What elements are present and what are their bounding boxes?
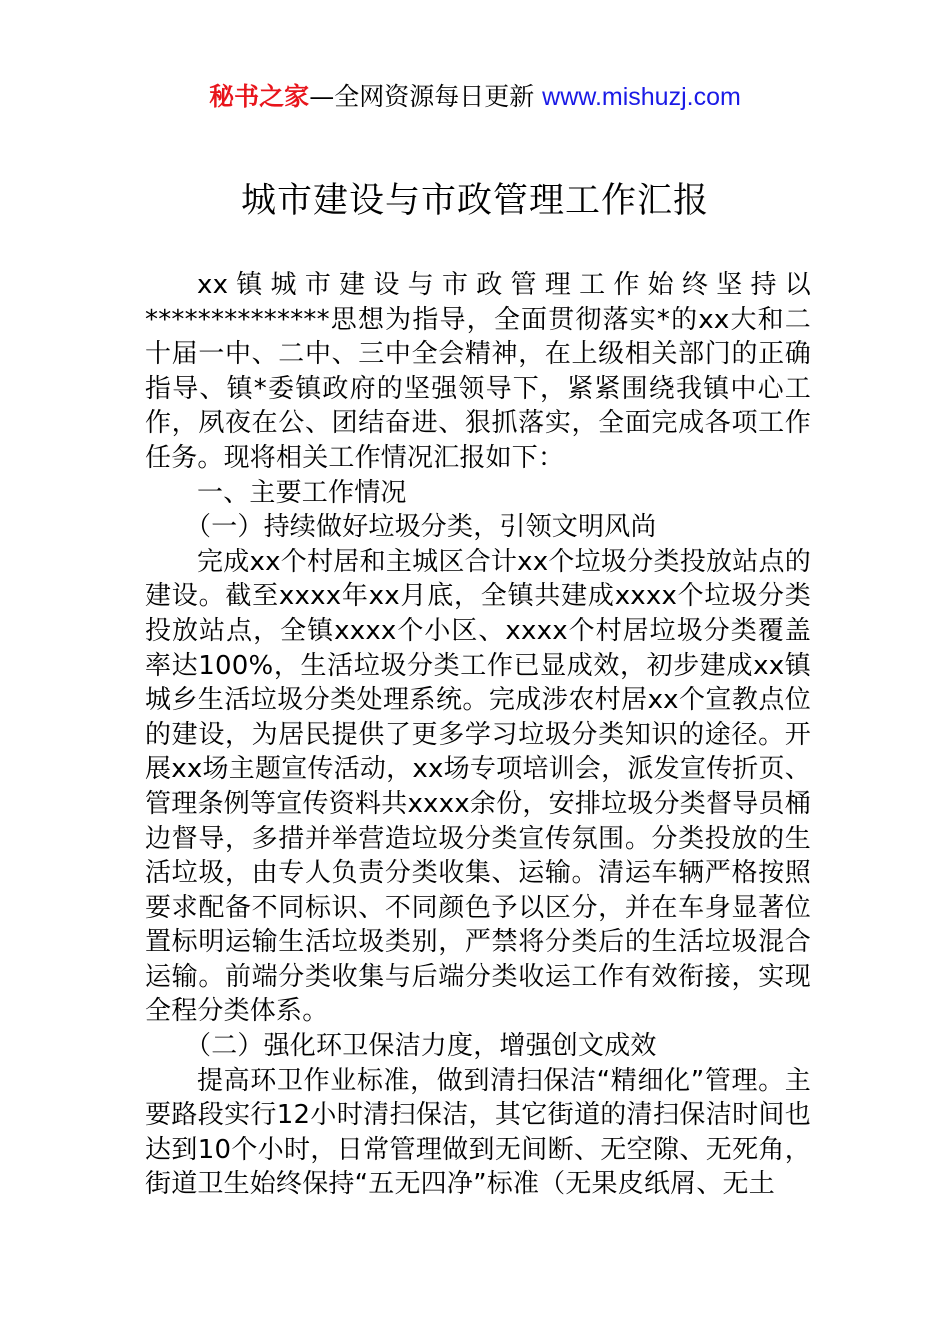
site-url-link[interactable]: www.mishuzj.com [542, 83, 741, 111]
sanitation-paragraph: 提高环卫作业标准，做到清扫保洁“精细化”管理。主要路段实行12小时清扫保洁，其它街道的清扫保洁时间也达到10个小时，日常管理做到无间断、无空隙、无死角，街道卫生始终保持“五无四净”标准（无果皮纸屑、无土 [145, 1065, 811, 1200]
section-heading-main-work: 一、主要工作情况 [197, 477, 407, 508]
intro-paragraph: xx镇城市建设与市政管理工作始终坚持以**************思想为指导，全面贯彻落实*的xx大和二十届一中、二中、三中全会精神，在上级相关部门的正确指导、镇*委镇政府的坚强领导下，紧紧围绕我镇中心工作，夙夜在公、团结奋进、狠抓落实，全面完成各项工作任务。现将相关工作情况汇报如下： [145, 270, 811, 473]
document-title: 城市建设与市政管理工作汇报 [240, 181, 709, 221]
site-header [0, 80, 950, 114]
document-body [145, 268, 811, 1202]
subsection-heading-garbage-sorting: （一）持续做好垃圾分类，引领文明风尚 [185, 512, 657, 543]
subsection-heading-sanitation: （二）强化环卫保洁力度，增强创文成效 [185, 1031, 657, 1062]
header-tagline: —全网资源每日更新 [309, 82, 535, 111]
brand-name: 秘书之家 [209, 82, 310, 111]
garbage-sorting-paragraph: 完成xx个村居和主城区合计xx个垃圾分类投放站点的建设。截至xxxx年xx月底，全镇共建成xxxx个垃圾分类投放站点，全镇xxxx个小区、xxxx个村居垃圾分类覆盖率达100%，生活垃圾分类工作已显成效，初步建成xx镇城乡生活垃圾分类处理系统。完成涉农村居xx个宣教点位的建设，为居民提供了更多学习垃圾分类知识的途径。开展xx场主题宣传活动，xx场专项培训会，派发宣传折页、管理条例等宣传资料共xxxx余份，安排垃圾分类督导员桶边督导，多措并举营造垃圾分类宣传氛围。分类投放的生活垃圾，由专人负责分类收集、运输。清运车辆严格按照要求配备不同标识、不同颜色予以区分，并在车身显著位置标明运输生活垃圾类别，严禁将分类后的生活垃圾混合运输。前端分类收集与后端分类收运工作有效衔接，实现全程分类体系。 [145, 546, 811, 1027]
